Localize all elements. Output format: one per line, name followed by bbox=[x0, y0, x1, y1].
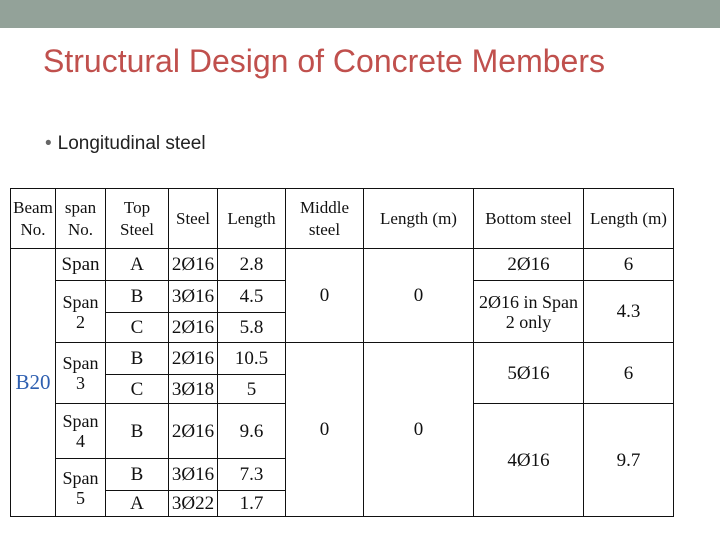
bottom-steel: 2Ø16 bbox=[474, 249, 584, 281]
bullet-item bbox=[45, 133, 206, 155]
top-position: A bbox=[106, 491, 169, 517]
top-position: B bbox=[106, 343, 169, 375]
top-steel: 3Ø18 bbox=[169, 375, 218, 404]
bottom-steel: 5Ø16 bbox=[474, 343, 584, 404]
header-steel: Steel bbox=[169, 189, 218, 249]
top-position: B bbox=[106, 459, 169, 491]
beam-id: B20 bbox=[11, 249, 56, 517]
header-beam-no: Beam No. bbox=[11, 189, 56, 249]
header-middle-steel: Middle steel bbox=[286, 189, 364, 249]
steel-table bbox=[10, 188, 674, 517]
slide-title: Structural Design of Concrete Members bbox=[43, 43, 605, 79]
bullet-dot-icon: • bbox=[45, 133, 52, 154]
bottom-length: 6 bbox=[584, 343, 674, 404]
header-middle-length: Length (m) bbox=[364, 189, 474, 249]
bottom-length: 9.7 bbox=[584, 404, 674, 517]
middle-length: 0 bbox=[364, 249, 474, 343]
top-bar bbox=[0, 0, 720, 28]
table-row bbox=[11, 343, 674, 375]
top-steel: 2Ø16 bbox=[169, 343, 218, 375]
top-length: 5.8 bbox=[218, 313, 286, 343]
span-label: Span 5 bbox=[56, 459, 106, 517]
header-bottom-steel: Bottom steel bbox=[474, 189, 584, 249]
top-length: 10.5 bbox=[218, 343, 286, 375]
bottom-length: 6 bbox=[584, 249, 674, 281]
header-span-no: span No. bbox=[56, 189, 106, 249]
top-length: 9.6 bbox=[218, 404, 286, 459]
table-header-row bbox=[11, 189, 674, 249]
top-position: C bbox=[106, 313, 169, 343]
bottom-length: 4.3 bbox=[584, 281, 674, 343]
top-steel: 2Ø16 bbox=[169, 249, 218, 281]
top-position: B bbox=[106, 404, 169, 459]
top-length: 4.5 bbox=[218, 281, 286, 313]
bottom-steel: 2Ø16 in Span 2 only bbox=[474, 281, 584, 343]
header-top-steel: Top Steel bbox=[106, 189, 169, 249]
span-label: Span 3 bbox=[56, 343, 106, 404]
top-position: A bbox=[106, 249, 169, 281]
top-position: B bbox=[106, 281, 169, 313]
top-length: 5 bbox=[218, 375, 286, 404]
top-steel: 2Ø16 bbox=[169, 313, 218, 343]
span-label: Span 2 bbox=[56, 281, 106, 343]
span-label: Span bbox=[56, 249, 106, 281]
bullet-text: Longitudinal steel bbox=[57, 133, 206, 154]
top-position: C bbox=[106, 375, 169, 404]
middle-steel: 0 bbox=[286, 343, 364, 517]
top-steel: 3Ø16 bbox=[169, 281, 218, 313]
top-length: 1.7 bbox=[218, 491, 286, 517]
top-length: 7.3 bbox=[218, 459, 286, 491]
middle-length: 0 bbox=[364, 343, 474, 517]
bottom-steel: 4Ø16 bbox=[474, 404, 584, 517]
span-label: Span 4 bbox=[56, 404, 106, 459]
middle-steel: 0 bbox=[286, 249, 364, 343]
top-length: 2.8 bbox=[218, 249, 286, 281]
top-steel: 2Ø16 bbox=[169, 404, 218, 459]
table-row bbox=[11, 249, 674, 281]
header-length: Length bbox=[218, 189, 286, 249]
top-steel: 3Ø22 bbox=[169, 491, 218, 517]
top-steel: 3Ø16 bbox=[169, 459, 218, 491]
header-bottom-length: Length (m) bbox=[584, 189, 674, 249]
